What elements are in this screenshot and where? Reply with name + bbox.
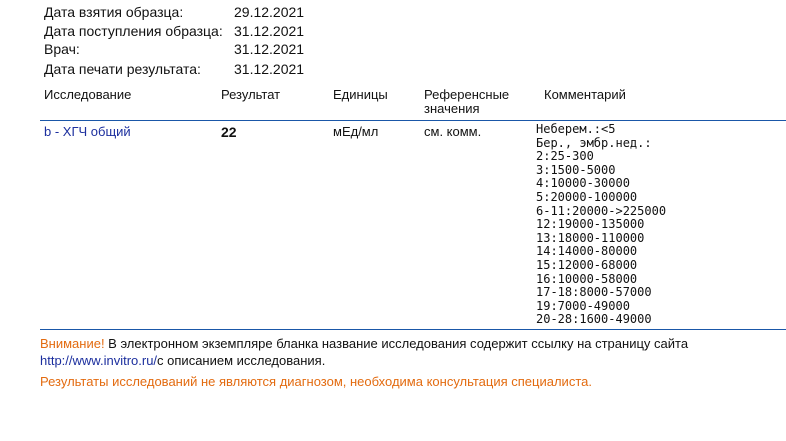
notice-text-part2: с описанием исследования.	[157, 353, 326, 368]
comment-line: 4:10000-30000	[536, 176, 630, 191]
column-header-reference-line1: Референсные	[424, 87, 510, 102]
table-bottom-divider	[40, 329, 786, 330]
notice-block	[40, 335, 688, 369]
comment-line: 17-18:8000-57000	[536, 285, 652, 300]
meta-value: 31.12.2021	[234, 23, 305, 39]
meta-value: 29.12.2021	[234, 4, 305, 20]
comment-line: Неберем.:<5	[536, 122, 616, 136]
meta-label: Врач:	[44, 41, 80, 57]
comment-line: 16:10000-58000	[536, 271, 638, 286]
comment-line: Бер., эмбр.нед.:	[536, 135, 652, 150]
meta-label: Дата поступления образца:	[44, 23, 223, 39]
meta-value: 31.12.2021	[234, 41, 305, 57]
column-header-units: Единицы	[333, 87, 388, 102]
meta-label: Дата печати результата:	[44, 61, 201, 77]
comment-line: 2:25-300	[536, 149, 594, 164]
result-value: 22	[221, 124, 237, 140]
meta-label: Дата взятия образца:	[44, 4, 184, 20]
comment-line: 20-28:1600-49000	[536, 312, 652, 327]
comment-line: 13:18000-110000	[536, 230, 645, 245]
column-header-reference	[424, 88, 509, 116]
comment-line: 3:1500-5000	[536, 162, 616, 177]
comment-line: 5:20000-100000	[536, 189, 638, 204]
column-header-comment: Комментарий	[544, 87, 626, 102]
column-header-reference-line2: значения	[424, 101, 480, 116]
reference-value: см. комм.	[424, 124, 482, 139]
column-header-result: Результат	[221, 87, 281, 102]
notice-warning-label: Внимание!	[40, 336, 105, 351]
comment-line: 6-11:20000->225000	[536, 203, 667, 218]
units-value: мЕд/мл	[333, 124, 379, 139]
notice-text-part1: В электронном экземпляре бланка название исследования содержит ссылку на страницу сайта	[104, 336, 689, 351]
meta-value: 31.12.2021	[234, 61, 305, 77]
notice-site-link[interactable]: http://www.invitro.ru/	[40, 353, 158, 368]
column-header-test: Исследование	[44, 87, 132, 102]
header-divider	[40, 120, 786, 121]
disclaimer-text: Результаты исследований не являются диагнозом, необходима консультация специалиста.	[40, 374, 592, 389]
comment-line: 12:19000-135000	[536, 217, 645, 232]
comment-line: 15:12000-68000	[536, 257, 638, 272]
comment-list	[536, 123, 666, 327]
comment-line: 19:7000-49000	[536, 298, 630, 313]
comment-line: 14:14000-80000	[536, 244, 638, 259]
test-name-link[interactable]: b - ХГЧ общий	[44, 124, 131, 139]
